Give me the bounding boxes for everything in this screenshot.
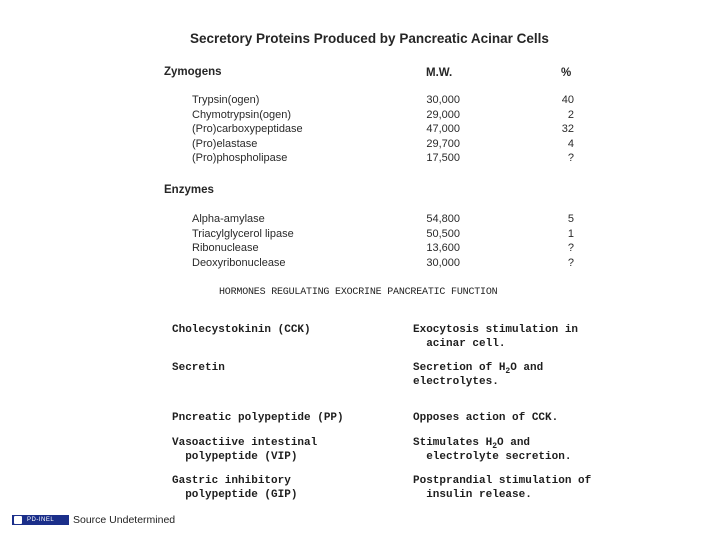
zymogen-mw: 29,700 bbox=[426, 137, 460, 150]
enzyme-pct: 5 bbox=[567, 213, 574, 225]
zymogen-pct: 32 bbox=[561, 123, 574, 135]
zymogen-name: (Pro)carboxypeptidase bbox=[192, 123, 303, 135]
hormones-title: HORMONES REGULATING EXOCRINE PANCREATIC FUNCTION bbox=[219, 287, 498, 298]
enzymes-heading: Enzymes bbox=[164, 184, 214, 196]
zymogen-name: Chymotrypsin(ogen) bbox=[192, 108, 292, 121]
hormone-name-cont: polypeptide (VIP) bbox=[172, 451, 298, 463]
enzyme-mw: 30,000 bbox=[426, 256, 460, 269]
zymogen-name: (Pro)phospholipase bbox=[192, 152, 288, 164]
zymogen-mw: 29,000 bbox=[426, 108, 460, 121]
hormone-name: Pncreatic polypeptide (PP) bbox=[172, 412, 344, 424]
hormone-name: Cholecystokinin (CCK) bbox=[172, 324, 311, 336]
license-mark-icon bbox=[14, 516, 22, 524]
hormone-name: Vasoactiive intestinal bbox=[172, 437, 318, 449]
hormone-name-cont: polypeptide (GIP) bbox=[172, 489, 298, 501]
source-attribution: Source Undetermined bbox=[73, 514, 176, 526]
hormone-function: Exocytosis stimulation in bbox=[413, 324, 579, 336]
zymogen-pct: ? bbox=[567, 152, 574, 164]
zymogen-mw: 17,500 bbox=[426, 152, 460, 164]
enzyme-name: Deoxyribonuclease bbox=[192, 256, 286, 269]
zymogen-pct: 40 bbox=[561, 94, 574, 106]
enzyme-mw: 54,800 bbox=[426, 213, 460, 225]
zymogen-name: (Pro)elastase bbox=[192, 137, 258, 150]
enzyme-mw: 50,500 bbox=[426, 227, 460, 240]
zymogen-name: Trypsin(ogen) bbox=[192, 94, 260, 106]
hormone-function-cont: insulin release. bbox=[413, 489, 532, 501]
enzyme-name: Ribonuclease bbox=[192, 242, 259, 254]
enzyme-name: Triacylglycerol lipase bbox=[192, 227, 294, 240]
enzyme-name: Alpha-amylase bbox=[192, 213, 265, 225]
hormone-function: Opposes action of CCK. bbox=[413, 412, 559, 424]
percent-column-header: % bbox=[561, 67, 572, 79]
hormone-name: Gastric inhibitory bbox=[172, 475, 291, 487]
hormone-name: Secretin bbox=[172, 362, 225, 374]
license-logo bbox=[12, 515, 69, 525]
hormone-function-cont: acinar cell. bbox=[413, 338, 506, 350]
license-logo-text: PD-INEL bbox=[27, 517, 55, 523]
page-title: Secretory Proteins Produced by Pancreatic Acinar Cells bbox=[190, 31, 549, 46]
zymogens-heading: Zymogens bbox=[164, 66, 222, 78]
zymogen-pct: 2 bbox=[567, 108, 574, 121]
enzyme-pct: ? bbox=[567, 242, 574, 254]
enzyme-mw: 13,600 bbox=[426, 242, 460, 254]
hormone-function: Stimulates $H_2O$ and bbox=[413, 437, 531, 452]
zymogen-mw: 30,000 bbox=[426, 94, 460, 106]
hormone-function-cont: electrolytes. bbox=[413, 376, 499, 388]
hormone-function-cont: electrolyte secretion. bbox=[413, 451, 572, 463]
hormone-function: Postprandial stimulation of bbox=[413, 475, 592, 487]
enzyme-pct: 1 bbox=[567, 227, 574, 240]
zymogen-mw: 47,000 bbox=[426, 123, 460, 135]
hormone-function: Secretion of $H_2O$ and bbox=[413, 362, 544, 377]
enzyme-pct: ? bbox=[567, 256, 574, 269]
zymogen-pct: 4 bbox=[567, 137, 574, 150]
mw-column-header: M.W. bbox=[426, 67, 453, 79]
